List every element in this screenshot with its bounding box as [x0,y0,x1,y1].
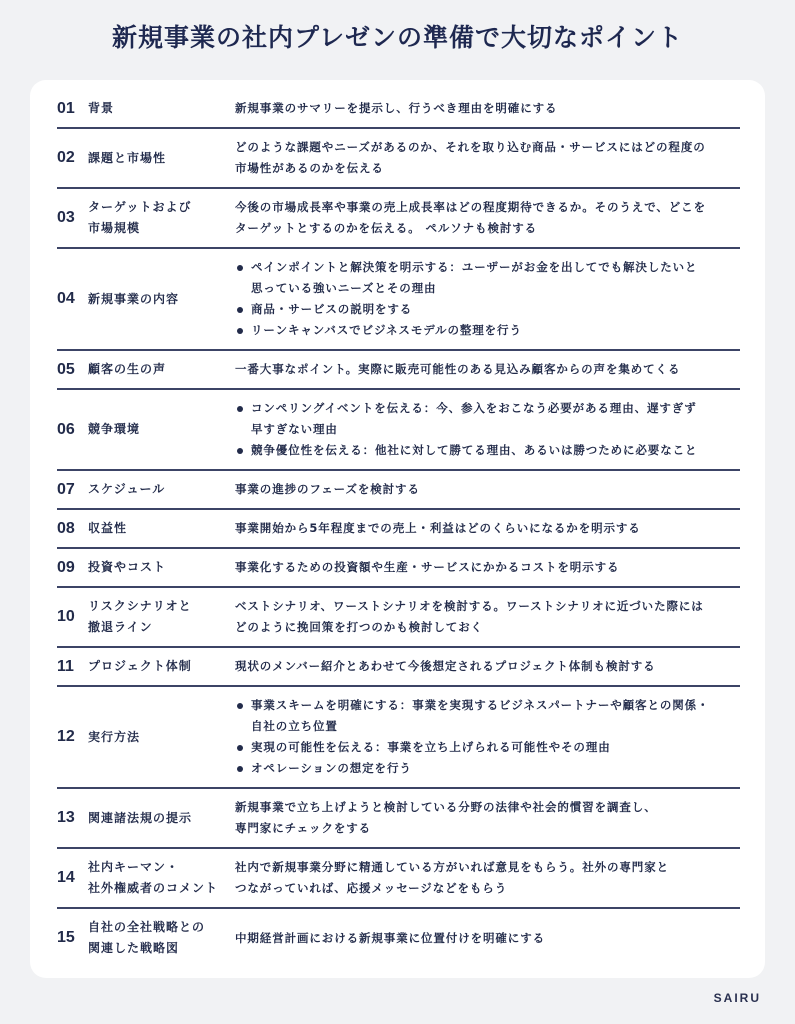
description-line [235,617,740,638]
description-line [235,818,740,839]
description-line [235,218,740,239]
row-description [235,137,740,179]
description-text: 競争優位性を伝える：他社に対して勝てる理由、あるいは勝つために必要なこと [251,443,698,457]
row-number: 10 [57,608,75,625]
description-line [235,518,740,539]
table-row [57,588,740,648]
description-line [235,359,740,380]
row-label [88,557,235,578]
row-description [235,518,740,539]
brand-logo: SAIRU [713,991,761,1005]
row-number: 11 [57,657,74,675]
table-row [57,849,740,909]
bullet-item [235,398,740,419]
row-description [235,98,740,119]
bullet-icon [237,307,243,313]
row-label-line: 社外権威者のコメント [88,881,219,895]
row-label-line: 関連諸法規の提示 [88,810,193,825]
table-row [57,249,740,351]
row-description [235,797,740,839]
bullet-item [235,320,740,341]
description-text: 事業スキームを明確にする：事業を実現するビジネスパートナーや顧客との関係・ [251,698,710,712]
row-label [88,808,235,829]
bullet-icon [237,265,243,271]
description-text: ベストシナリオ、ワーストシナリオを検討する。ワーストシナリオに近づいた際には [235,599,704,613]
row-label-line: 社内キーマン・ [88,860,180,874]
row-label-line: 課題と市場性 [88,150,167,165]
row-number: 06 [57,420,75,438]
row-label [88,479,235,500]
table-row [57,390,740,471]
page-title: 新規事業の社内プレゼンの準備で大切なポイント [111,23,683,52]
description-text: 早すぎない理由 [251,422,338,436]
description-line [235,878,740,899]
row-label-line: 新規事業の内容 [88,291,180,306]
row-description [235,656,740,677]
row-description [235,257,740,341]
row-label-line: 投資やコスト [88,560,167,574]
bullet-item [235,440,740,461]
row-label [88,917,235,959]
points-table [57,90,740,967]
points-card [30,80,765,978]
table-row [57,90,740,129]
table-row [57,129,740,189]
description-line [235,857,740,878]
table-row [57,549,740,588]
description-text: つながっていれば、応援メッセージなどをもらう [235,881,508,895]
table-row [57,909,740,967]
row-label-line: 自社の全社戦略との [88,920,206,934]
row-description [235,695,740,779]
description-text: 商品・サービスの説明をする [251,302,413,316]
row-label [88,98,235,119]
description-line [235,137,740,158]
description-line [235,557,740,578]
row-description [235,557,740,578]
bullet-item [235,737,740,758]
row-number: 13 [57,809,75,826]
row-description [235,479,740,500]
row-label-line: 市場規模 [88,221,141,235]
description-line [235,928,740,949]
row-number: 04 [57,290,75,307]
description-line [235,716,740,737]
table-row [57,648,740,687]
description-text: 事業開始から5年程度までの売上・利益はどのくらいになるかを明示する [235,521,641,535]
row-description [235,197,740,239]
row-number: 12 [57,728,75,745]
description-text: 実現の可能性を伝える：事業を立ち上げられる可能性やその理由 [251,740,611,754]
description-line [235,479,740,500]
row-label-line: プロジェクト体制 [88,659,192,673]
description-text: ペインポイントと解決策を明示する：ユーザーがお金を出してでも解決したいと [251,260,698,274]
description-text: 中期経営計画における新規事業に位置付けを明確にする [235,930,545,945]
row-label-line: 背景 [88,101,115,115]
row-label-line: 収益性 [88,521,128,535]
table-row [57,687,740,789]
row-label-line: 撤退ライン [88,620,153,634]
row-label [88,359,235,380]
row-number: 05 [57,360,75,378]
row-label [88,197,235,239]
description-text: どのような課題やニーズがあるのか、それを取り込む商品・サービスにはどの程度の [235,140,706,154]
row-label [88,857,235,899]
description-text: オペレーションの想定を行う [251,761,412,775]
bullet-icon [237,745,243,751]
row-label [88,148,235,169]
description-text: 事業の進捗のフェーズを検討する [235,482,420,496]
description-text: 専門家にチェックをする [235,821,372,835]
row-description [235,857,740,899]
row-description [235,398,740,461]
row-label-line: 関連した戦略図 [88,941,180,955]
row-description [235,596,740,638]
table-row [57,351,740,390]
table-row [57,789,740,849]
description-line [235,596,740,617]
description-text: 思っている強いニーズとその理由 [251,281,437,295]
description-line [235,797,740,818]
row-label-line: リスクシナリオと [88,599,192,613]
row-label-line: スケジュール [88,482,166,496]
table-row [57,510,740,549]
row-number: 08 [57,519,75,537]
description-text: 事業化するための投資額や生産・サービスにかかるコストを明示する [235,560,620,574]
row-label [88,596,235,638]
bullet-icon [237,703,243,709]
row-number: 07 [57,480,75,498]
row-label [88,419,235,440]
description-line [235,419,740,440]
row-label [88,727,235,748]
description-line [235,656,740,677]
bullet-icon [237,448,243,454]
description-text: 市場性があるのかを伝える [235,161,384,175]
description-text: 今後の市場成長率や事業の売上成長率はどの程度期待できるか。そのうえで、どこを [235,200,706,214]
table-row [57,471,740,510]
description-line [235,158,740,179]
row-description [235,928,740,949]
description-text: ターゲットとするのかを伝える。 ペルソナも検討する [235,221,538,235]
row-label [88,289,235,310]
row-label-line: ターゲットおよび [88,200,192,214]
description-text: 自社の立ち位置 [251,719,338,733]
description-line [235,278,740,299]
table-row [57,189,740,249]
row-number: 15 [57,929,75,946]
description-text: 現状のメンバー紹介とあわせて今後想定されるプロジェクト体制も検討する [235,659,656,673]
row-number: 14 [57,869,75,886]
bullet-item [235,758,740,779]
row-description [235,359,740,380]
description-line [235,98,740,119]
description-line [235,197,740,218]
row-number: 03 [57,209,75,226]
description-text: コンペリングイベントを伝える：今、参入をおこなう必要がある理由、遅すぎず [251,401,697,415]
bullet-item [235,299,740,320]
bullet-icon [237,328,243,334]
bullet-item [235,257,740,278]
bullet-icon [237,406,243,412]
description-text: 新規事業のサマリーを提示し、行うべき理由を明確にする [235,101,558,115]
row-label [88,518,235,539]
bullet-item [235,695,740,716]
row-label-line: 競争環境 [88,422,141,436]
description-text: どのように挽回策を打つのかも検討しておく [235,620,483,634]
description-text: 一番大事なポイント。実際に販売可能性のある見込み顧客からの声を集めてくる [235,362,681,376]
description-text: 社内で新規事業分野に精通している方がいれば意見をもらう。社外の専門家と [235,860,669,874]
description-text: リーンキャンバスでビジネスモデルの整理を行う [251,323,522,337]
row-number: 02 [57,149,75,166]
row-number: 01 [57,99,75,117]
row-number: 09 [57,558,75,576]
description-text: 新規事業で立ち上げようと検討している分野の法律や社会的慣習を調査し、 [235,800,657,814]
row-label [88,656,235,677]
row-label-line: 実行方法 [88,729,141,744]
bullet-icon [237,766,243,772]
row-label-line: 顧客の生の声 [88,362,167,376]
